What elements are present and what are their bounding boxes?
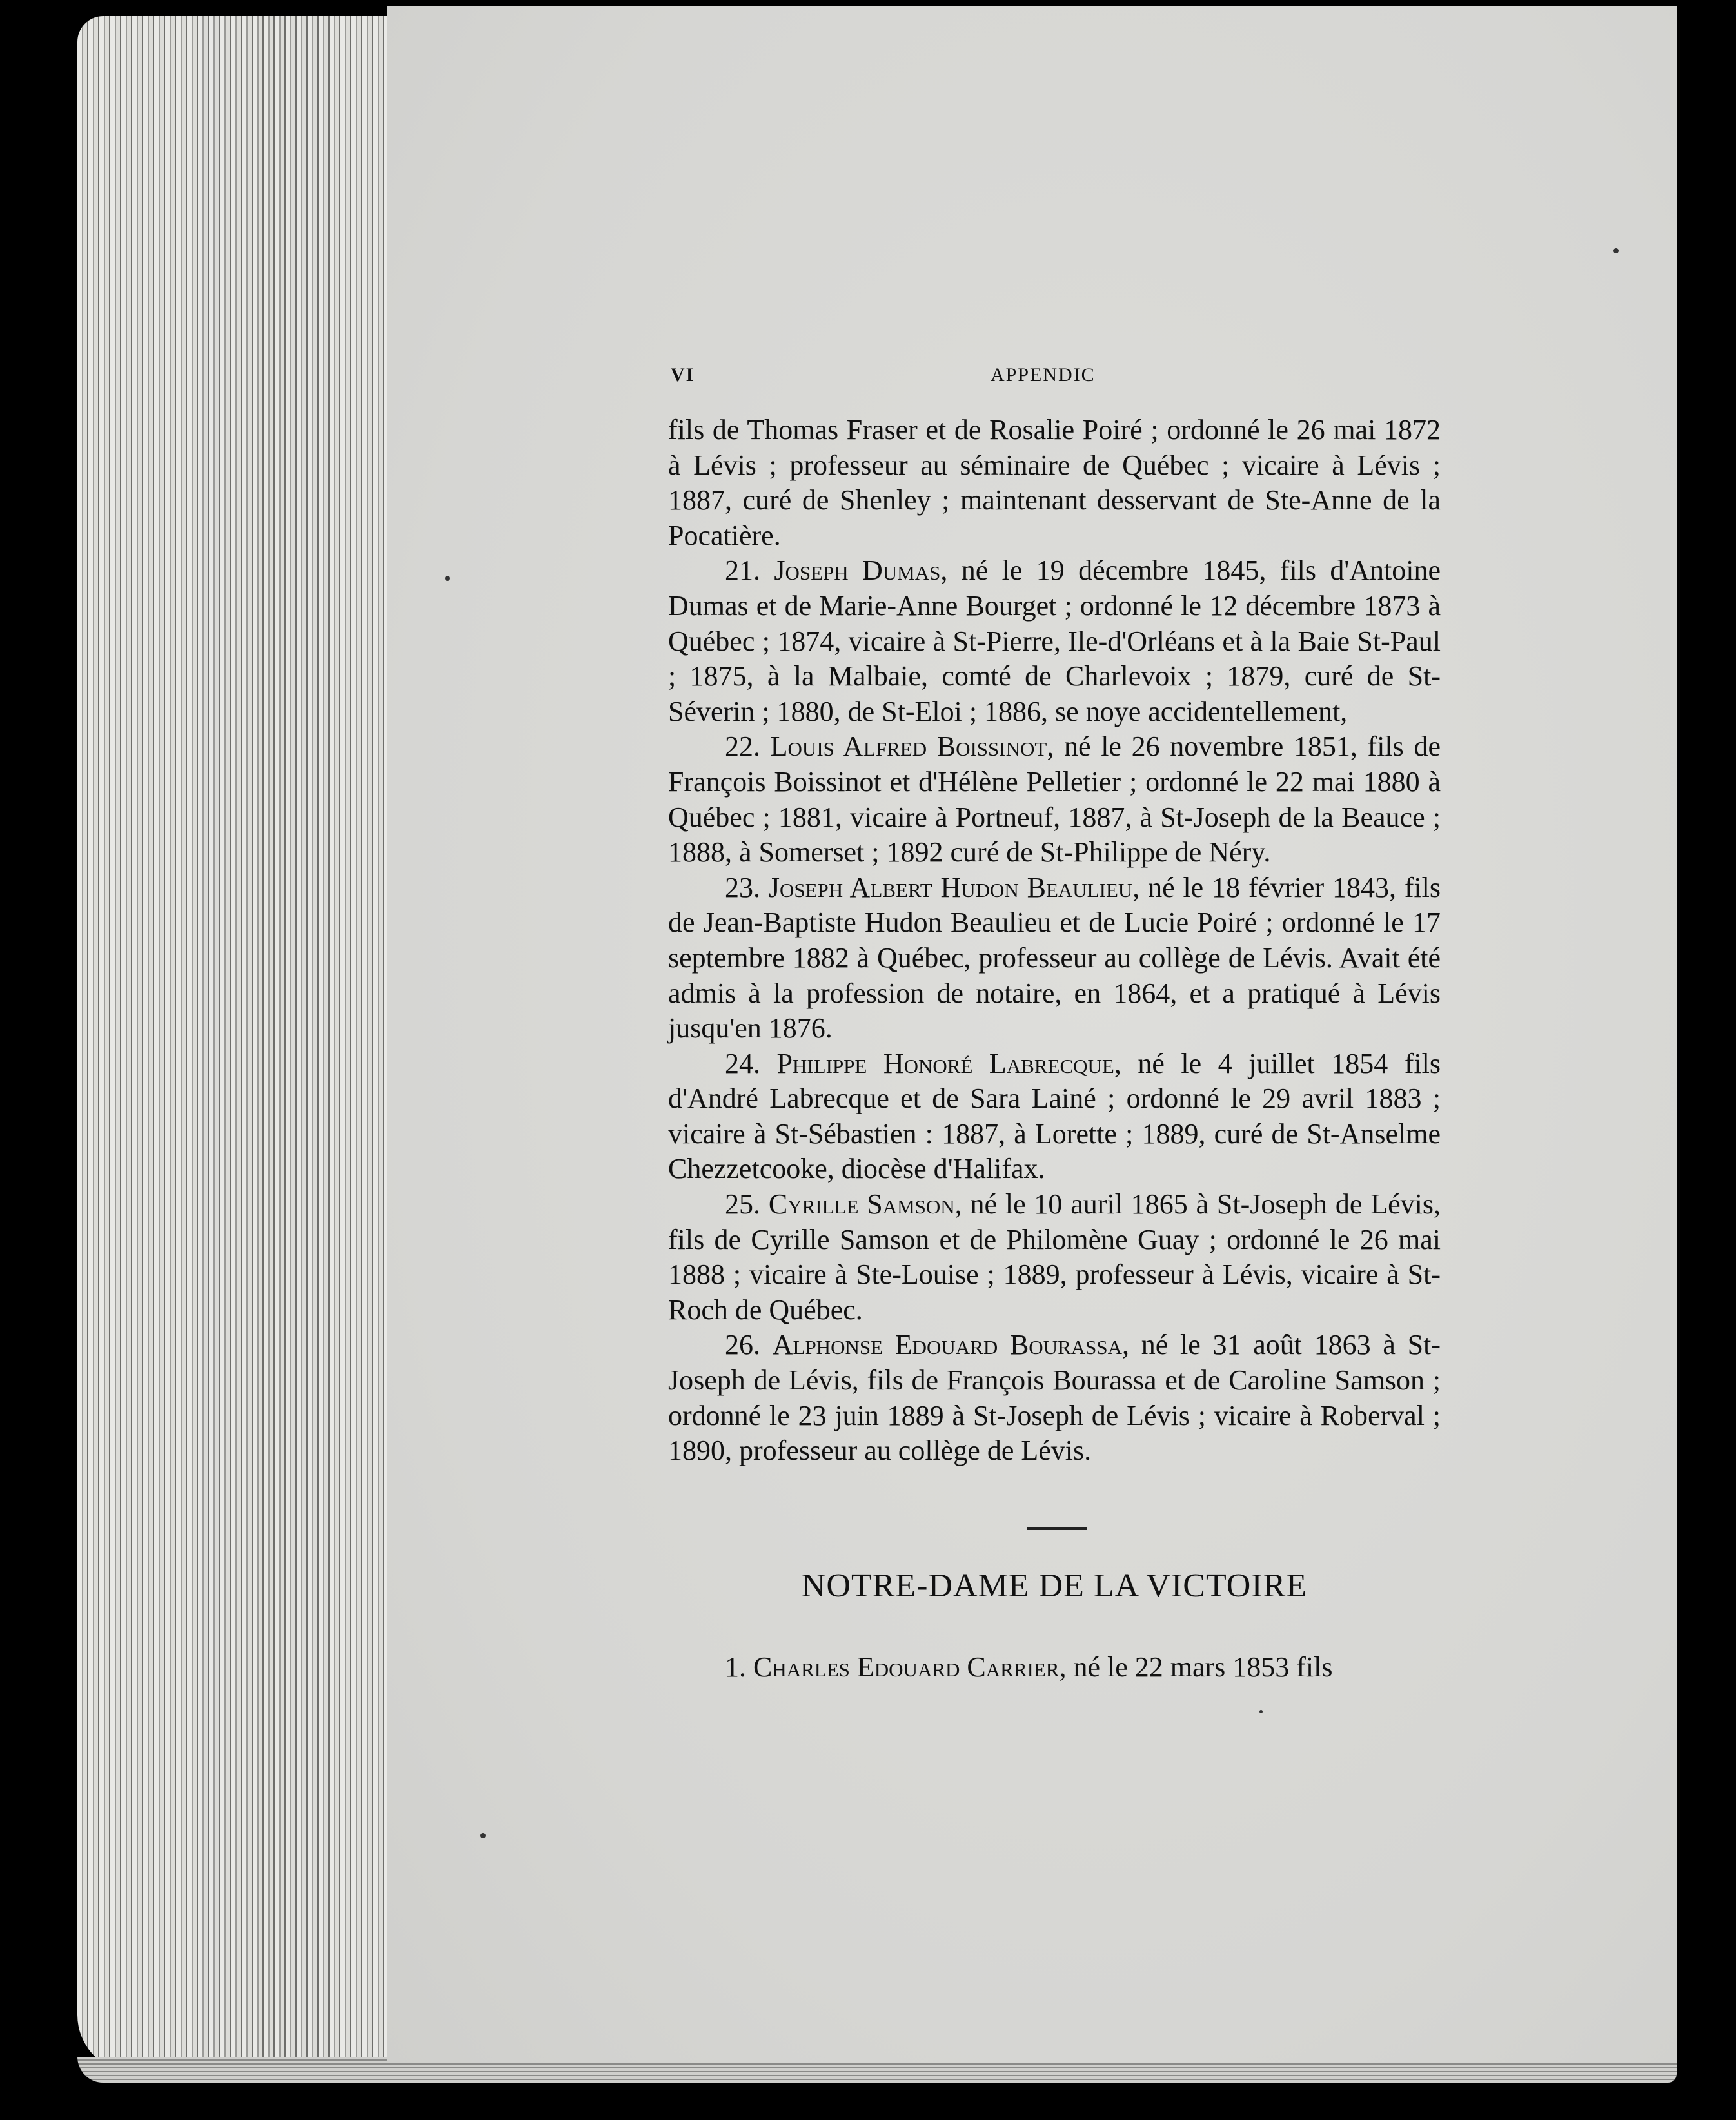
section-divider-rule	[1027, 1527, 1087, 1530]
entry-number: 25.	[725, 1188, 760, 1221]
scan-speck	[480, 1833, 486, 1838]
entry-number: 24.	[725, 1047, 760, 1079]
entry-number: 23.	[725, 871, 760, 903]
entry-name: Charles Edouard Carrier	[753, 1651, 1060, 1683]
entry-name: Philippe Honoré Labrecque	[776, 1047, 1114, 1079]
page-number: VI	[671, 364, 695, 386]
entry-text: , né le 18 février 1843, fils de Jean-Baptiste Hudon Beaulieu et de Lucie Poiré ; ordonné le 17 septembre 1882 à Québec, professeur au collège de Lévis. Avait été admis à la profession de notaire, en 1864, et a pratiqué à Lévis jusqu'en 1876.	[668, 871, 1441, 1045]
scan-speck	[1613, 248, 1619, 253]
entry-26	[668, 1328, 1441, 1468]
entry-25	[668, 1187, 1441, 1328]
entry-name: Joseph Albert Hudon Beaulieu	[768, 871, 1133, 903]
entry-text: , né le 31 août 1863 à St-Joseph de Lévis, fils de François Bourassa et de Caroline Samson ; ordonné le 23 juin 1889 à St-Joseph de Lévis ; vicaire à Roberval ; 1890, professeur au collège de Lévis.	[668, 1329, 1441, 1467]
scan-speck	[445, 576, 450, 581]
entry-number: 21.	[725, 555, 760, 587]
entry-number: 26.	[725, 1329, 760, 1361]
entry-text: , né le 22 mars 1853 fils	[1059, 1651, 1333, 1683]
entry-number: 22.	[725, 731, 760, 763]
body-text	[668, 413, 1441, 1469]
entry-number: 1.	[725, 1651, 746, 1683]
entry-22	[668, 729, 1441, 870]
entry-name: Alphonse Edouard Bourassa	[772, 1329, 1123, 1361]
entry-text: , né le 26 novembre 1851, fils de François Boissinot et d'Hélène Pelletier ; ordonné le 22 mai 1880 à Québec ; 1881, vicaire à Portneuf, 1887, à St-Joseph de la Beauce ; 1888, à Somerset ; 1892 curé de St-Philippe de Néry.	[668, 731, 1441, 869]
paragraph-text: fils de Thomas Fraser et de Rosalie Poiré ; ordonné le 26 mai 1872 à Lévis ; professeur au séminaire de Québec ; vicaire à Lévis ; 1887, curé de Shenley ; maintenant desservant de Ste-Anne de la Pocatière.	[668, 414, 1441, 551]
book-page-edges	[77, 16, 413, 2073]
entry-name: Cyrille Samson	[768, 1188, 955, 1221]
entry-text: , né le 4 juillet 1854 fils d'André Labrecque et de Sara Lainé ; ordonné le 29 avril 1883 ; vicaire à St-Sébastien : 1887, à Lorette ; 1889, curé de St-Anselme Chezzetcooke, diocèse d'Halifax.	[668, 1047, 1441, 1185]
section-first-entry	[668, 1651, 1441, 1683]
running-head	[671, 364, 1445, 397]
scan-speck	[1259, 1710, 1263, 1713]
entry-text: , né le 19 décembre 1845, fils d'Antoine Dumas et de Marie-Anne Bourget ; ordonné le 12 décembre 1873 à Québec ; 1874, vicaire à St-Pierre, Ile-d'Orléans et à la Baie St-Paul ; 1875, à la Malbaie, comté de Charlevoix ; 1879, curé de St-Séverin ; 1880, de St-Eloi ; 1886, se noye accidentellement,	[668, 555, 1441, 727]
entry-21	[668, 553, 1441, 729]
entry-name: Louis Alfred Boissinot	[770, 731, 1047, 763]
entry-text: , né le 10 auril 1865 à St-Joseph de Lévis, fils de Cyrille Samson et de Philomène Guay ; ordonné le 26 mai 1888 ; vicaire à Ste-Louise ; 1889, professeur à Lévis, vicaire à St-Roch de Québec.	[668, 1188, 1441, 1326]
entry-24	[668, 1046, 1441, 1187]
entry-name: Joseph Dumas	[774, 555, 941, 587]
running-title: APPENDIC	[991, 364, 1096, 386]
paragraph-continued	[668, 413, 1441, 553]
entry-23	[668, 870, 1441, 1046]
section-heading: NOTRE-DAME DE LA VICTOIRE	[801, 1567, 1308, 1604]
